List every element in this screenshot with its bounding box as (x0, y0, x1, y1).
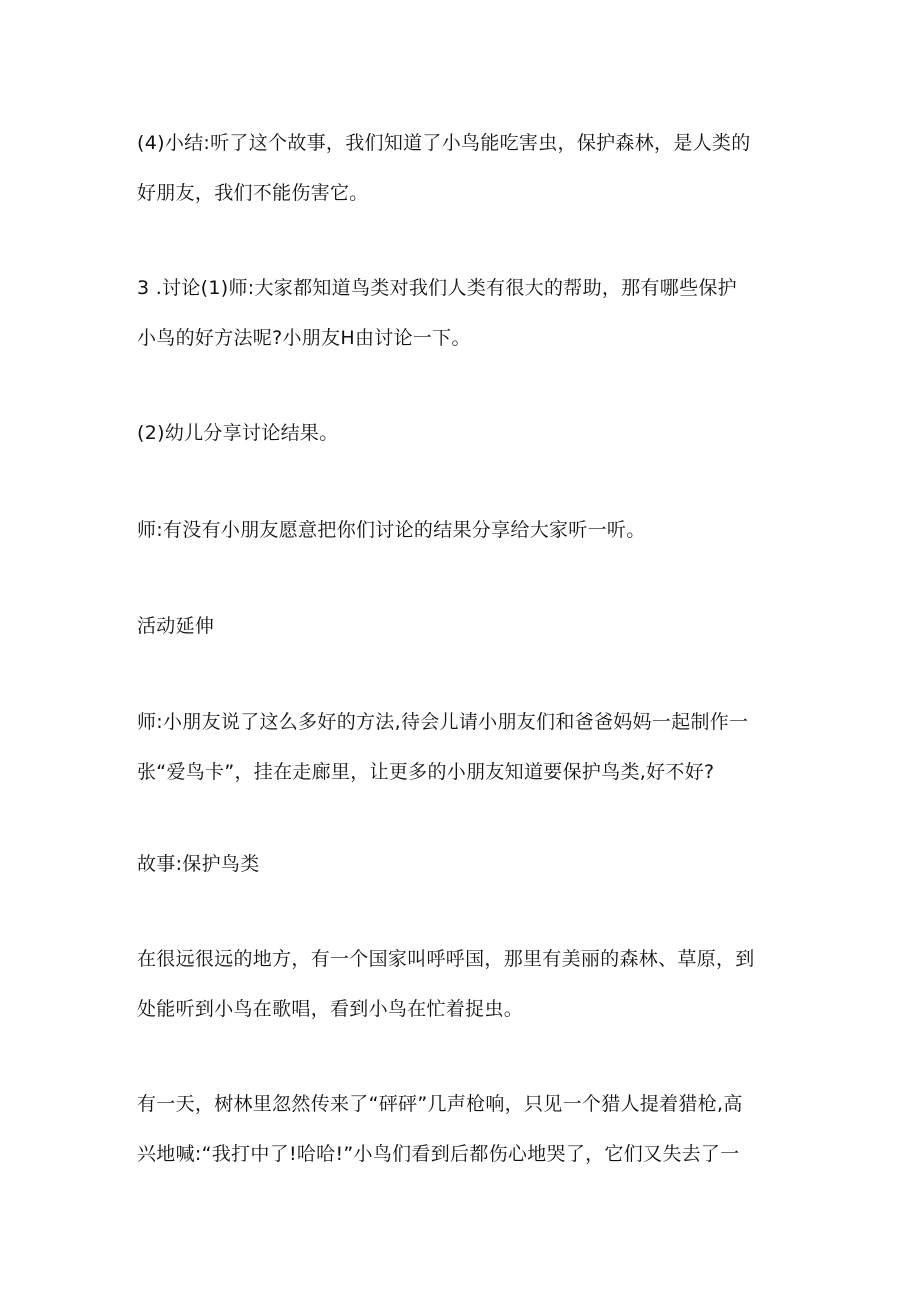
text-line: (2)幼儿分享讨论结果。 (137, 422, 339, 444)
text-line: 小鸟的好方法呢?小朋友H由讨论一下。 (137, 327, 471, 349)
text-line: 兴地喊:“我打中了!哈哈!”小鸟们看到后都伤心地哭了，它们又失去了一 (137, 1143, 740, 1165)
section-heading-extension (137, 601, 787, 651)
paragraph-discussion (137, 263, 787, 363)
text-line: 在很远很远的地方，有一个国家叫呼呼国，那里有美丽的森林、草原，到 (137, 948, 755, 970)
text-line: 处能听到小鸟在歌唱，看到小鸟在忙着捉虫。 (137, 998, 524, 1020)
paragraph-share-results (137, 408, 787, 458)
text-line: 师:有没有小朋友愿意把你们讨论的结果分享给大家听一听。 (137, 519, 646, 541)
text-line: 活动延伸 (137, 615, 215, 637)
paragraph-teacher-question (137, 505, 787, 555)
paragraph-bird-card (137, 697, 787, 797)
text-line: 3 .讨论(1)师:大家都知道鸟类对我们人类有很大的帮助，那有哪些保护 (137, 277, 737, 299)
section-heading-story (137, 839, 787, 889)
paragraph-summary (137, 118, 787, 218)
text-line: 好朋友，我们不能伤害它。 (137, 182, 369, 204)
text-line: 故事:保护鸟类 (137, 853, 260, 875)
text-line: 师:小朋友说了这么多好的方法,待会儿请小朋友们和爸爸妈妈一起制作一 (137, 711, 749, 733)
text-line: (4)小结:听了这个故事，我们知道了小鸟能吃害虫，保护森林，是人类的 (137, 132, 751, 154)
paragraph-story-hunter (137, 1079, 787, 1179)
text-line: 张“爱鸟卡”，挂在走廊里，让更多的小朋友知道要保护鸟类,好不好? (137, 761, 715, 783)
paragraph-story-intro (137, 934, 787, 1034)
text-line: 有一天，树林里忽然传来了“砰砰”几声枪响，只见一个猎人提着猎枪,高 (137, 1093, 743, 1115)
